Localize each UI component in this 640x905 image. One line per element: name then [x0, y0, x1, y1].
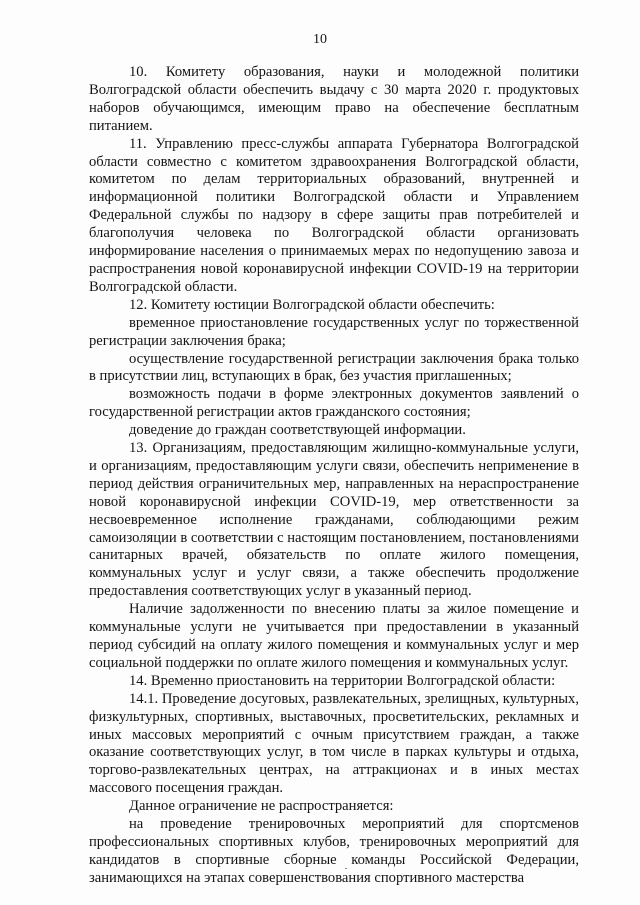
- paragraph-12-item-2: осуществление государственной регистрации заключения брака только в присутствии лиц, вступающих в брак, без участия приглашенных;: [89, 350, 579, 385]
- page-number: 10: [313, 32, 327, 47]
- paragraph-12-item-1: временное приостановление государственных услуг по торжественной регистрации заключения брака;: [89, 314, 579, 349]
- paragraph-11: 11. Управлению пресс-службы аппарата Губернатора Волгоградской области совместно с комитетом здравоохранения Волгоградской области, комитетом по делам территориальных образований, внутренней и информационной политики Волгоградской области и Управлением Федеральной службы по надзору в сфере защиты прав потребителей и благополучия человека по Волгоградской области организовать информирование населения о принимаемых мерах по недопущению завоза и распространения новой коронавирусной инфекции COVID-19 на территории Волгоградской области.: [89, 135, 579, 295]
- paragraph-13: 13. Организациям, предоставляющим жилищно-коммунальные услуги, и организациям, предоставляющим услуги связи, обеспечить неприменение в период действия ограничительных мер, направленных на нераспространение новой коронавирусной инфекции COVID-19, мер ответственности за несвоевременное исполнение гражданами, соблюдающими режим самоизоляции в соответствии с настоящим постановлением, постановлениями санитарных врачей, обязательств по оплате жилого помещения, коммунальных услуг и услуг связи, а также обеспечить продолжение предоставления соответствующих услуг в указанный период.: [89, 440, 579, 600]
- paragraph-14: 14. Временно приостановить на территории Волгоградской области:: [129, 672, 556, 689]
- document-body: [89, 64, 579, 888]
- paragraph-12-item-3: возможность подачи в форме электронных документов заявлений о государственной регистрации актов гражданского состояния;: [89, 386, 579, 421]
- paragraph-12-item-4: доведение до граждан соответствующей информации.: [129, 422, 466, 439]
- paragraph-13-note: Наличие задолженности по внесению платы за жилое помещение и коммунальные услуги не учитывается при предоставлении в указанный период субсидий на оплату жилого помещения и коммунальных услуг и мер социальной поддержки по оплате жилого помещения и коммунальных услуг.: [89, 601, 579, 671]
- paragraph-12: 12. Комитету юстиции Волгоградской области обеспечить:: [129, 296, 495, 313]
- paragraph-14-1: 14.1. Проведение досуговых, развлекательных, зрелищных, культурных, физкультурных, спортивных, выставочных, просветительских, рекламных и иных массовых мероприятий с очным присутствием граждан, а также оказание соответствующих услуг, в том числе в парках культуры и отдыха, торгово-развлекательных центрах, на аттракционах и в иных местах массового посещения граждан.: [89, 690, 579, 797]
- paragraph-14-1-exception: Данное ограничение не распространяется:: [129, 798, 394, 815]
- scan-speck: [345, 868, 347, 869]
- paragraph-10: 10. Комитету образования, науки и молодежной политики Волгоградской области обеспечить выдачу с 30 марта 2020 г. продуктовых наборов обучающимся, имеющим право на обеспечение бесплатным питанием.: [89, 64, 579, 134]
- paragraph-14-1-exception-item: на проведение тренировочных мероприятий для спортсменов профессиональных спортивных клубов, тренировочных мероприятий для кандидатов в спортивные сборные команды Российской Федерации, занимающихся на этапах совершенствования спортивного мастерства: [89, 816, 579, 886]
